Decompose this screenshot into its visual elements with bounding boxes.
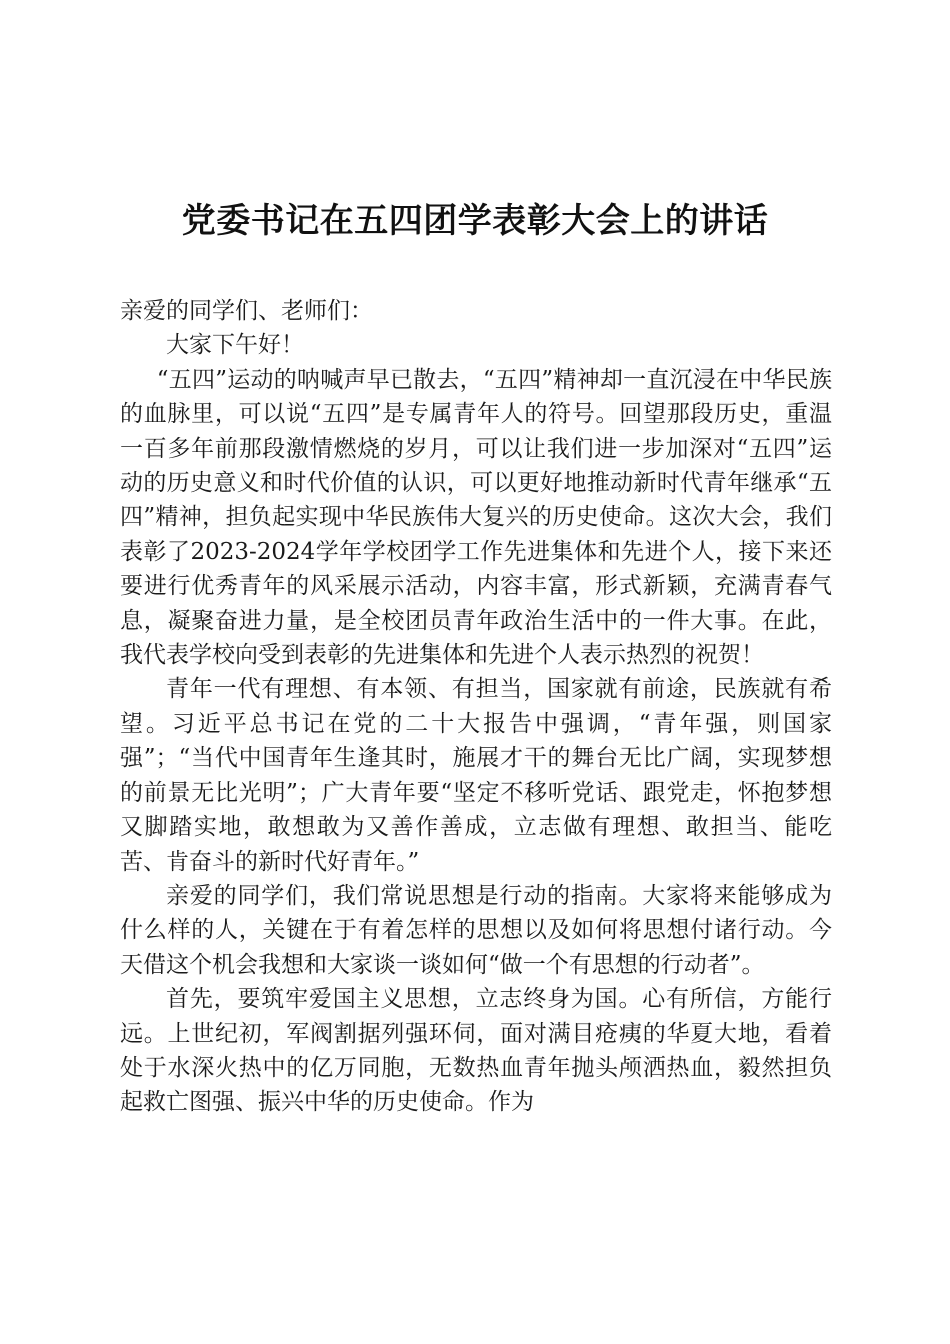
paragraph: 亲爱的同学们，我们常说思想是行动的指南。大家将来能够成为什么样的人，关键在于有着怎样的思想以及如何将思想付诸行动。今天借这个机会我想和大家谈一谈如何“做一个有思想的行动者”。 [120, 882, 832, 978]
paragraph: 首先，要筑牢爱国主义思想，立志终身为国。心有所信，方能行远。上世纪初，军阀割据列强环伺，面对满目疮痍的华夏大地，看着处于水深火热中的亿万同胞，无数热血青年抛头颅洒热血，毅然担负起救亡图强、振兴中华的历史使命。作为 [120, 986, 832, 1116]
greeting: 大家下午好！ [166, 332, 304, 359]
salutation: 亲爱的同学们、老师们： [120, 298, 373, 324]
document-body [120, 294, 832, 1120]
document-title: 党委书记在五四团学表彰大会上的讲话 [181, 201, 769, 241]
paragraph: “五四”运动的呐喊声早已散去，“五四”精神却一直沉浸在中华民族的血脉里，可以说“五四”是专属青年人的符号。回望那段历史，重温一百多年前那段激情燃烧的岁月，可以让我们进一步加深对“五四”运动的历史意义和时代价值的认识，可以更好地推动新时代青年继承“五四”精神，担负起实现中华民族伟大复兴的历史使命。这次大会，我们表彰了2023-2024学年学校团学工作先进集体和先进个人，接下来还要进行优秀青年的风采展示活动，内容丰富，形式新颖，充满青春气息，凝聚奋进力量，是全校团员青年政治生活中的一件大事。在此，我代表学校向受到表彰的先进集体和先进个人表示热烈的祝贺！ [120, 366, 832, 669]
paragraph: 青年一代有理想、有本领、有担当，国家就有前途，民族就有希望。习近平总书记在党的二十大报告中强调，“青年强，则国家强”；“当代中国青年生逢其时，施展才干的舞台无比广阔，实现梦想的前景无比光明”；广大青年要“坚定不移听党话、跟党走，怀抱梦想又脚踏实地，敢想敢为又善作善成，立志做有理想、敢担当、能吃苦、肯奋斗的新时代好青年。” [120, 676, 832, 875]
